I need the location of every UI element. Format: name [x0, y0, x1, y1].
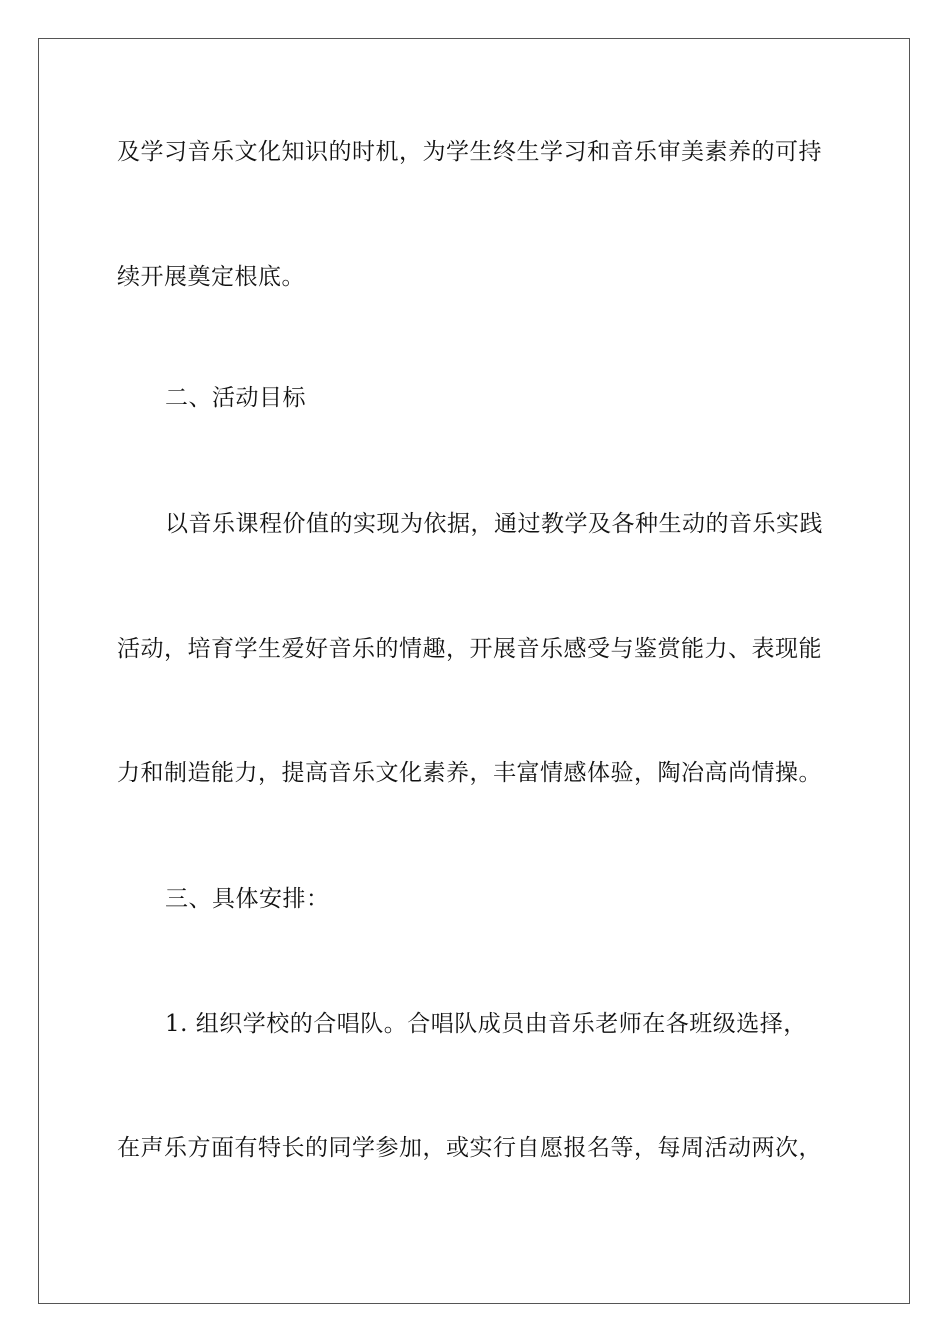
page-border	[38, 38, 910, 1304]
paragraph-line: 在声乐方面有特长的同学参加，或实行自愿报名等，每周活动两次，	[117, 1135, 822, 1161]
paragraph-line: 及学习音乐文化知识的时机，为学生终生学习和音乐审美素养的可持	[117, 139, 822, 165]
list-item-1: 1. 组织学校的合唱队。合唱队成员由音乐老师在各班级选择，	[165, 1011, 807, 1037]
section-heading-goals: 二、活动目标	[165, 385, 306, 411]
paragraph-line: 续开展奠定根底。	[117, 264, 305, 290]
paragraph-line: 力和制造能力，提高音乐文化素养，丰富情感体验，陶冶高尚情操。	[117, 760, 822, 786]
paragraph-line: 活动，培育学生爱好音乐的情趣，开展音乐感受与鉴赏能力、表现能	[117, 636, 822, 662]
paragraph-line: 以音乐课程价值的实现为依据，通过教学及各种生动的音乐实践	[165, 511, 823, 537]
section-heading-arrangements: 三、具体安排：	[165, 886, 330, 912]
